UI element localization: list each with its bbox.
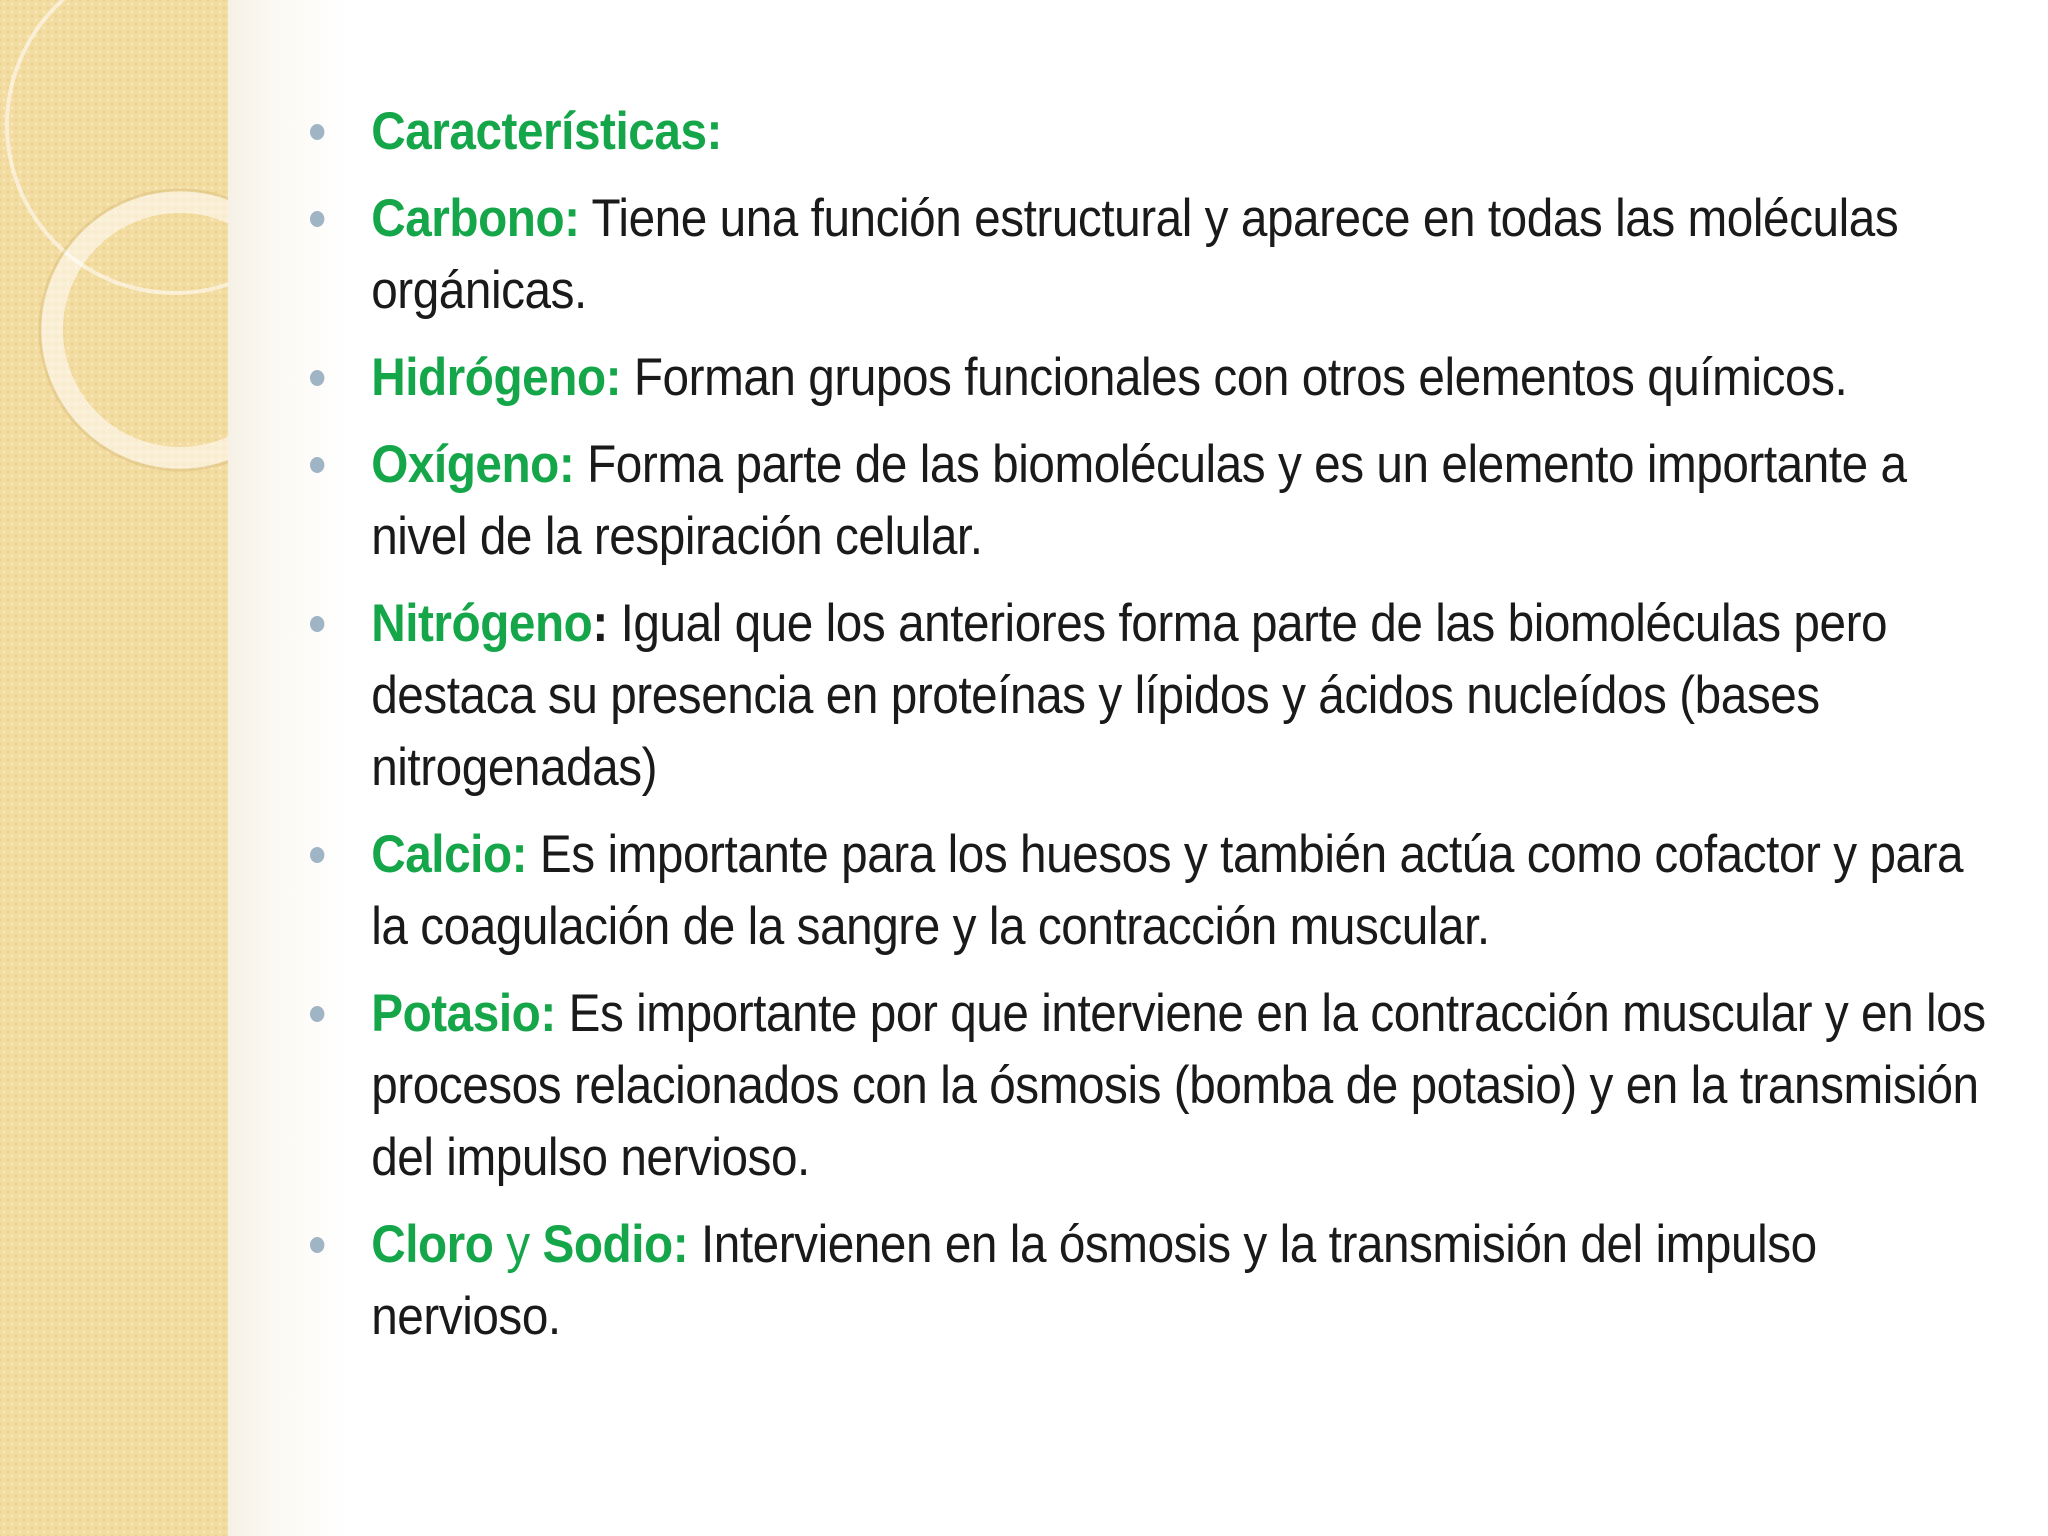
bullet-icon bbox=[310, 616, 324, 632]
item-term: Nitrógeno bbox=[371, 594, 593, 653]
item-term: Características: bbox=[371, 102, 722, 161]
item-text: Es importante para los huesos y también actúa como cofactor y para la coagulación de la sangre y la contracción muscular. bbox=[371, 825, 1964, 956]
item-text: Es importante por que interviene en la contracción muscular y en los procesos relacionados con la ósmosis (bomba de potasio) y en la transmisión del impulso nervioso. bbox=[371, 984, 1986, 1187]
list-item bbox=[310, 588, 2011, 804]
bullet-icon bbox=[310, 370, 324, 386]
item-text: Tiene una función estructural y aparece en todas las moléculas orgánicas. bbox=[371, 189, 1899, 320]
decorative-rings bbox=[0, 0, 228, 1536]
list-item bbox=[310, 978, 2011, 1194]
list-item bbox=[310, 429, 2011, 573]
bullet-icon bbox=[310, 457, 324, 473]
item-connector: y bbox=[493, 1215, 543, 1274]
item-term: Carbono: bbox=[371, 189, 580, 248]
item-text: Igual que los anteriores forma parte de las biomoléculas pero destaca su presencia en proteínas y lípidos y ácidos nucleídos (bases nitrogenadas) bbox=[371, 594, 1888, 797]
list-item bbox=[310, 96, 2011, 168]
list-item bbox=[310, 183, 2011, 327]
item-text: Forma parte de las biomoléculas y es un elemento importante a nivel de la respiración celular. bbox=[371, 435, 1907, 566]
item-term-2: Sodio: bbox=[542, 1215, 689, 1274]
item-term: Calcio: bbox=[371, 825, 528, 884]
bullet-icon bbox=[310, 847, 324, 863]
item-term: Oxígeno: bbox=[371, 435, 575, 494]
item-term: Hidrógeno: bbox=[371, 348, 622, 407]
bullet-icon bbox=[310, 211, 324, 227]
list-item bbox=[310, 819, 2011, 963]
slide-content bbox=[310, 96, 1986, 1368]
bullet-icon bbox=[310, 124, 324, 140]
item-term: Potasio: bbox=[371, 984, 556, 1043]
bullet-icon bbox=[310, 1006, 324, 1022]
list-item bbox=[310, 342, 2011, 414]
item-text: Forman grupos funcionales con otros elementos químicos. bbox=[621, 348, 1848, 407]
item-colon: : bbox=[592, 594, 608, 653]
bullet-icon bbox=[310, 1237, 324, 1253]
list-item bbox=[310, 1209, 2011, 1353]
item-text: Intervienen en la ósmosis y la transmisión del impulso nervioso. bbox=[371, 1215, 1817, 1346]
bullet-list bbox=[310, 96, 1986, 1353]
decorative-sidebar bbox=[0, 0, 228, 1536]
item-term: Cloro bbox=[371, 1215, 494, 1274]
